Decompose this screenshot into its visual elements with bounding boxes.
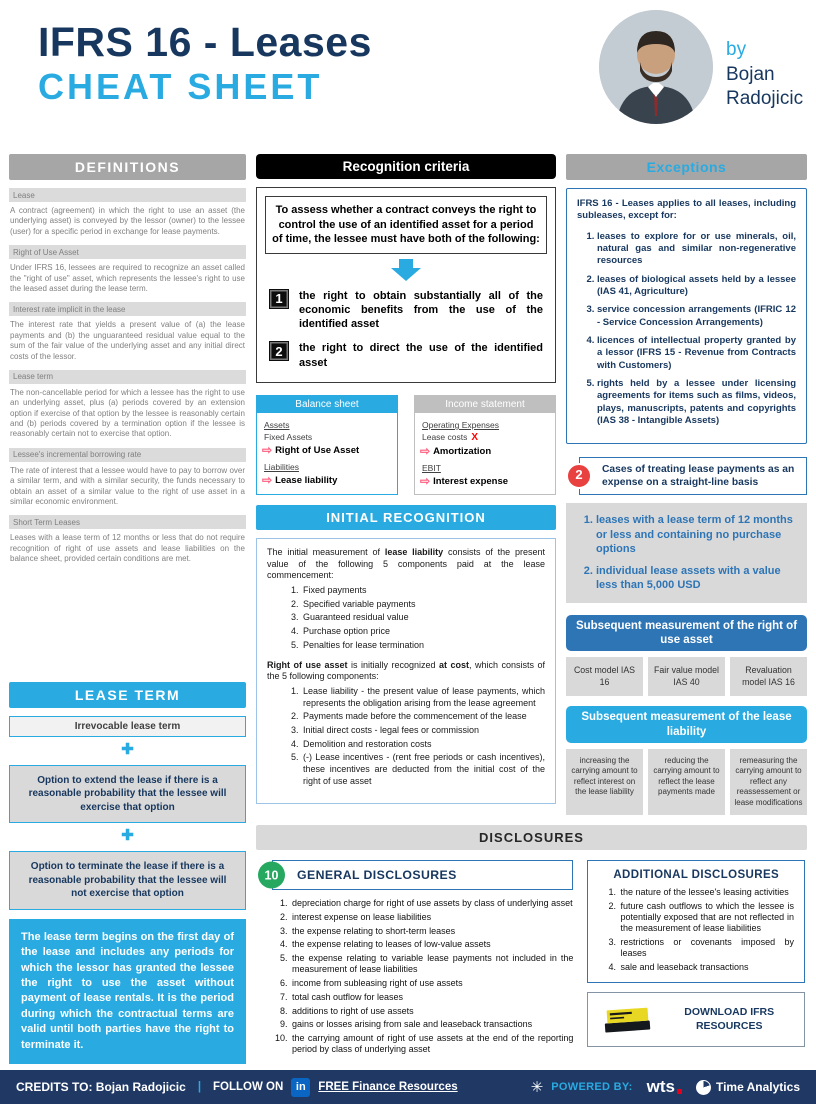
liability-measure-cell: increasing the carrying amount to reflect interest on the lease liability: [566, 749, 643, 815]
straight-line-heading-box: [575, 457, 807, 496]
list-item: 3. Guaranteed residual value: [301, 612, 545, 624]
page-title: IFRS 16 - Leases: [38, 19, 372, 65]
page-subtitle: CHEAT SHEET: [38, 65, 323, 107]
subsequent-rou-heading: Subsequent measurement of the right of use asset: [566, 615, 807, 652]
criterion-text: the right to direct the use of the identified asset: [299, 342, 543, 369]
author-first-name: Bojan: [726, 63, 775, 85]
exceptions-box: [566, 188, 807, 444]
clock-icon: [696, 1080, 711, 1095]
criterion-row: [269, 289, 543, 332]
list-item: 5. Penalties for lease termination: [301, 640, 545, 652]
additional-disclosures-box: [587, 860, 805, 983]
wts-logo: [647, 1077, 682, 1097]
interest-expense-label: Interest expense: [433, 475, 509, 487]
book-icon: [600, 998, 656, 1041]
definition-term: Short Term Leases: [9, 515, 246, 529]
rou-intro-post: , which consists of the 5 following components:: [267, 659, 545, 682]
pink-arrow-icon: ⇨: [420, 444, 431, 459]
rou-model-cell: Revaluation model IAS 16: [730, 657, 807, 696]
powered-by-label: POWERED BY:: [551, 1081, 633, 1093]
author-last-name: Radojicic: [726, 88, 804, 110]
down-arrow-head: [391, 268, 421, 281]
definition-text: The interest rate that yields a present value of (a) the lease payments and (b) the unguaranteed residual value equal to the sum of the fair value of the underlying asset and any initial direct costs of the lessor.: [10, 320, 245, 361]
rou-models-row: [566, 657, 807, 696]
recognition-criteria-heading: Recognition criteria: [256, 154, 556, 179]
rou-intro: [267, 660, 545, 683]
down-arrow-stem: [399, 259, 413, 268]
assets-label: Assets: [264, 420, 290, 431]
download-label-text: DOWNLOAD IFRS RESOURCES: [684, 1006, 775, 1033]
list-item: 6. income from subleasing right of use assets: [290, 978, 573, 989]
balance-sheet-body: [257, 413, 397, 493]
disclosures-row: [256, 860, 807, 1058]
definitions-heading: DEFINITIONS: [9, 154, 246, 180]
definitions-column: [9, 154, 246, 1064]
straight-line-list: [596, 513, 797, 592]
portrait-illustration: [599, 10, 713, 124]
rou-intro-bold2: at cost: [439, 659, 469, 670]
page-header: [0, 0, 816, 146]
exceptions-heading: Exceptions: [566, 154, 807, 180]
recognition-column: [256, 154, 556, 804]
additional-disclosures-column: [587, 860, 805, 1058]
fixed-assets-label: Fixed Assets: [264, 432, 313, 443]
definition-term: Interest rate implicit in the lease: [9, 302, 246, 316]
list-item: 3. the expense relating to short-term leases: [290, 926, 573, 937]
credits-text: CREDITS TO: Bojan Radojicic: [16, 1080, 186, 1094]
rou-intro-bold1: Right of use asset: [267, 659, 348, 670]
definition-text: Leases with a lease term of 12 months or less that do not require recognition of right of use assets and lease liabilities on the balance sheet, provided certain conditions are met.: [10, 533, 245, 564]
interest-expense-line: [422, 475, 548, 487]
definition-text: The non-cancellable period for which a lessee has the right to use an underlying asset, plus (a) periods covered by an extension option if exercise of that option by the lessee is reasonably certain and (b) periods covered by a termination option if the lessee is reasonably certain not to exercise that option.: [10, 387, 245, 439]
plus-icon: ✚: [121, 827, 134, 845]
rou-intro-mid: is initially recognized: [347, 659, 439, 670]
lease-costs-line: [422, 432, 548, 443]
straight-line-box: [566, 503, 807, 602]
initial-recognition-heading: INITIAL RECOGNITION: [256, 505, 556, 530]
initial-recognition-box: [256, 538, 556, 804]
pink-arrow-icon: ⇨: [262, 443, 273, 458]
extend-option-box: Option to extend the lease if there is a reasonable probability that the lessee will exercise that option: [9, 765, 246, 824]
amortization-label: Amortization: [433, 445, 492, 457]
criterion-row: [269, 341, 543, 370]
general-disclosures-list: [290, 898, 573, 1056]
recognition-criteria-box: [256, 187, 556, 383]
follow-on-label: FOLLOW ON: [213, 1081, 284, 1093]
definition-text: A contract (agreement) in which the right to use an asset (the underlying asset) is conveyed by the lessor (owner) to the lessee (user) for a specific period in exchange for lease payments.: [10, 206, 245, 236]
list-item: 2. interest expense on lease liabilities: [290, 912, 573, 923]
terminate-option-box: Option to terminate the lease if there is a reasonable probability that the lessee will not exercise that option: [9, 851, 246, 910]
download-label: [666, 1005, 792, 1033]
list-item: 7. total cash outflow for leases: [290, 992, 573, 1003]
red-x-icon: X: [471, 432, 479, 444]
income-statement-body: [415, 413, 555, 494]
straight-line-heading: Cases of treating lease payments as an expense on a straight-line basis: [602, 463, 795, 488]
list-item: 4. the expense relating to leases of low-value assets: [290, 939, 573, 950]
time-analytics-label: Time Analytics: [715, 1080, 800, 1094]
subsequent-liability-heading: Subsequent measurement of the lease liability: [566, 706, 807, 743]
wts-logo-text: wts: [646, 1077, 675, 1096]
pink-arrow-icon: ⇨: [262, 473, 273, 488]
liability-intro-post: consists of the present value of the following 5 components paid at the lease commencement:: [267, 547, 546, 581]
rou-components-list: [301, 686, 545, 788]
mid-right-columns: [256, 154, 807, 815]
list-item: 1. Fixed payments: [301, 585, 545, 597]
list-item: 5. rights held by a lessee under licensing agreements for items such as films, videos, plays, manuscripts, patents and copyrights (IAS 38 - Intangible Assets): [597, 378, 796, 427]
download-resources-button[interactable]: [587, 992, 805, 1047]
liability-measures-row: [566, 749, 807, 815]
list-item: 10. the carrying amount of right of use assets at the end of the reporting period by class of underlying asset: [290, 1033, 573, 1056]
definition-text: Under IFRS 16, lessees are required to recognize an asset called the "right of use" asset, which represents the lessee's right to use the leased asset during the lease term.: [10, 263, 245, 293]
page-footer: [0, 1070, 816, 1104]
list-item: 2. future cash outflows to which the lessee is potentially exposed that are not reflected in the measurement of lease liabilities: [618, 901, 794, 935]
liabilities-label: Liabilities: [264, 462, 299, 473]
exceptions-column: [566, 154, 807, 815]
definition-item: [9, 245, 246, 294]
definition-term: Lessee's incremental borrowing rate: [9, 448, 246, 462]
wts-red-dot: [677, 1089, 682, 1094]
list-item: 2. Payments made before the commencement of the lease: [301, 711, 545, 723]
count-badge-green: 10: [258, 862, 285, 889]
definition-term: Lease term: [9, 370, 246, 384]
free-finance-resources-link[interactable]: FREE Finance Resources: [318, 1081, 458, 1093]
definition-term: Lease: [9, 188, 246, 202]
list-item: 2. Specified variable payments: [301, 599, 545, 611]
count-badge-red: 2: [566, 463, 592, 489]
right-of-use-asset-label: Right of Use Asset: [275, 444, 360, 456]
general-disclosures-title: GENERAL DISCLOSURES: [297, 868, 457, 883]
right-of-use-asset-line: [264, 444, 390, 456]
pink-arrow-icon: ⇨: [420, 474, 431, 489]
list-item: 1. depreciation charge for right of use assets by class of underlying asset: [290, 898, 573, 909]
lease-liability-line: [264, 474, 390, 486]
definition-item: [9, 302, 246, 362]
liability-intro-pre: The initial measurement of: [267, 547, 385, 558]
balance-sheet-box: [256, 395, 398, 495]
separator: |: [197, 1081, 202, 1093]
list-item: 1. Lease liability - the present value of lease payments, which represents the obligation arising from the lease agreement: [301, 686, 545, 709]
main-column-group: [256, 154, 807, 1064]
list-item: 1. leases with a lease term of 12 months or less and containing no purchase options: [596, 513, 797, 556]
criterion-number-badge: 1: [269, 289, 289, 309]
definition-item: [9, 448, 246, 508]
rou-model-cell: Fair value model IAS 40: [648, 657, 725, 696]
irrevocable-lease-term-box: Irrevocable lease term: [9, 716, 246, 737]
byline-by: by: [726, 39, 747, 60]
definition-item: [9, 515, 246, 564]
criterion-number-badge: 2: [269, 341, 289, 361]
list-item: 2. leases of biological assets held by a lessee (IAS 41, Agriculture): [597, 274, 796, 299]
liability-intro-bold: lease liability: [384, 547, 444, 558]
balance-sheet-heading: Balance sheet: [257, 396, 397, 413]
list-item: 3. service concession arrangements (IFRIC 12 - Service Concession Arrangements): [597, 304, 796, 329]
exceptions-list: [597, 231, 796, 428]
list-item: 5. the expense relating to variable lease payments not included in the measurement of lease liabilities: [290, 953, 573, 976]
lease-liability-label: Lease liability: [275, 474, 338, 486]
definition-term: Right of Use Asset: [9, 245, 246, 259]
list-item: 4. Purchase option price: [301, 626, 545, 638]
definition-item: [9, 188, 246, 237]
definition-text: The rate of interest that a lessee would have to pay to borrow over a similar term, and with a similar security, the funds necessary to obtain an asset of a similar value to the right of use asset in a similar economic environment.: [10, 465, 245, 507]
income-statement-heading: Income statement: [415, 396, 555, 413]
recognition-intro: To assess whether a contract conveys the right to control the use of an identified asset for a period of time, the lessee must have both of the following:: [265, 196, 547, 254]
list-item: 9. gains or losses arising from sale and leaseback transactions: [290, 1019, 573, 1030]
liability-measure-cell: reducing the carrying amount to reflect the lease payments made: [648, 749, 725, 815]
plus-icon: ✚: [121, 740, 134, 758]
liability-components-list: [301, 585, 545, 651]
criterion-text: the right to obtain substantially all of the economic benefits from the use of the identified asset: [299, 289, 543, 331]
title-block: [38, 20, 372, 107]
liability-intro: [267, 547, 545, 582]
list-item: 2. individual lease assets with a value less than 5,000 USD: [596, 564, 797, 593]
financial-statements-row: [256, 395, 556, 495]
linkedin-icon[interactable]: in: [291, 1078, 310, 1097]
list-item: 4. Demolition and restoration costs: [301, 739, 545, 751]
ebit-label: EBIT: [422, 463, 441, 474]
rou-model-cell: Cost model IAS 16: [566, 657, 643, 696]
disclosures-heading: DISCLOSURES: [256, 825, 807, 850]
lease-term-heading: LEASE TERM: [9, 682, 246, 708]
liability-measure-cell: remeasuring the carrying amount to reflect any reassessement or lease modifications: [730, 749, 807, 815]
list-item: 1. the nature of the lessee's leasing activities: [618, 887, 794, 898]
list-item: 4. licences of intellectual property granted by a lessor (IFRS 15 - Revenue from Contracts with Customers): [597, 335, 796, 372]
author-avatar: [599, 10, 713, 124]
page-body: [0, 146, 816, 1070]
amortization-line: [422, 445, 548, 457]
lease-costs-label: Lease costs: [422, 432, 468, 443]
additional-disclosures-list: [618, 887, 794, 973]
time-analytics-logo: [696, 1080, 800, 1095]
general-disclosures: [258, 860, 573, 1058]
general-disclosures-heading-box: [264, 860, 573, 890]
additional-disclosures-title: ADDITIONAL DISCLOSURES: [613, 869, 780, 882]
burst-icon: ✳: [530, 1079, 544, 1096]
list-item: 5. (-) Lease incentives - (rent free periods or cash incentives), these incentives are deducted from the initial cost of the right of use asset: [301, 752, 545, 787]
income-statement-box: [414, 395, 556, 495]
list-item: 3. Initial direct costs - legal fees or commission: [301, 725, 545, 737]
list-item: 8. additions to right of use assets: [290, 1006, 573, 1017]
byline: [726, 38, 803, 112]
definition-item: [9, 370, 246, 440]
exceptions-intro: IFRS 16 - Leases applies to all leases, including subleases, except for:: [577, 198, 796, 222]
list-item: 4. sale and leaseback transactions: [618, 962, 794, 973]
list-item: 3. restrictions or covenants imposed by leases: [618, 937, 794, 960]
lease-term-summary: The lease term begins on the first day of the lease and includes any periods for which the lessor has granted the lessee the right to use the asset without payment of lease rentals. It is the period during which the contractual terms are valid until both parties have the right to terminate it.: [9, 919, 246, 1064]
down-arrow-icon: [265, 259, 547, 281]
operating-expenses-label: Operating Expenses: [422, 420, 500, 431]
list-item: 1. leases to explore for or use minerals, oil, natural gas and similar non-regenerative resources: [597, 231, 796, 268]
